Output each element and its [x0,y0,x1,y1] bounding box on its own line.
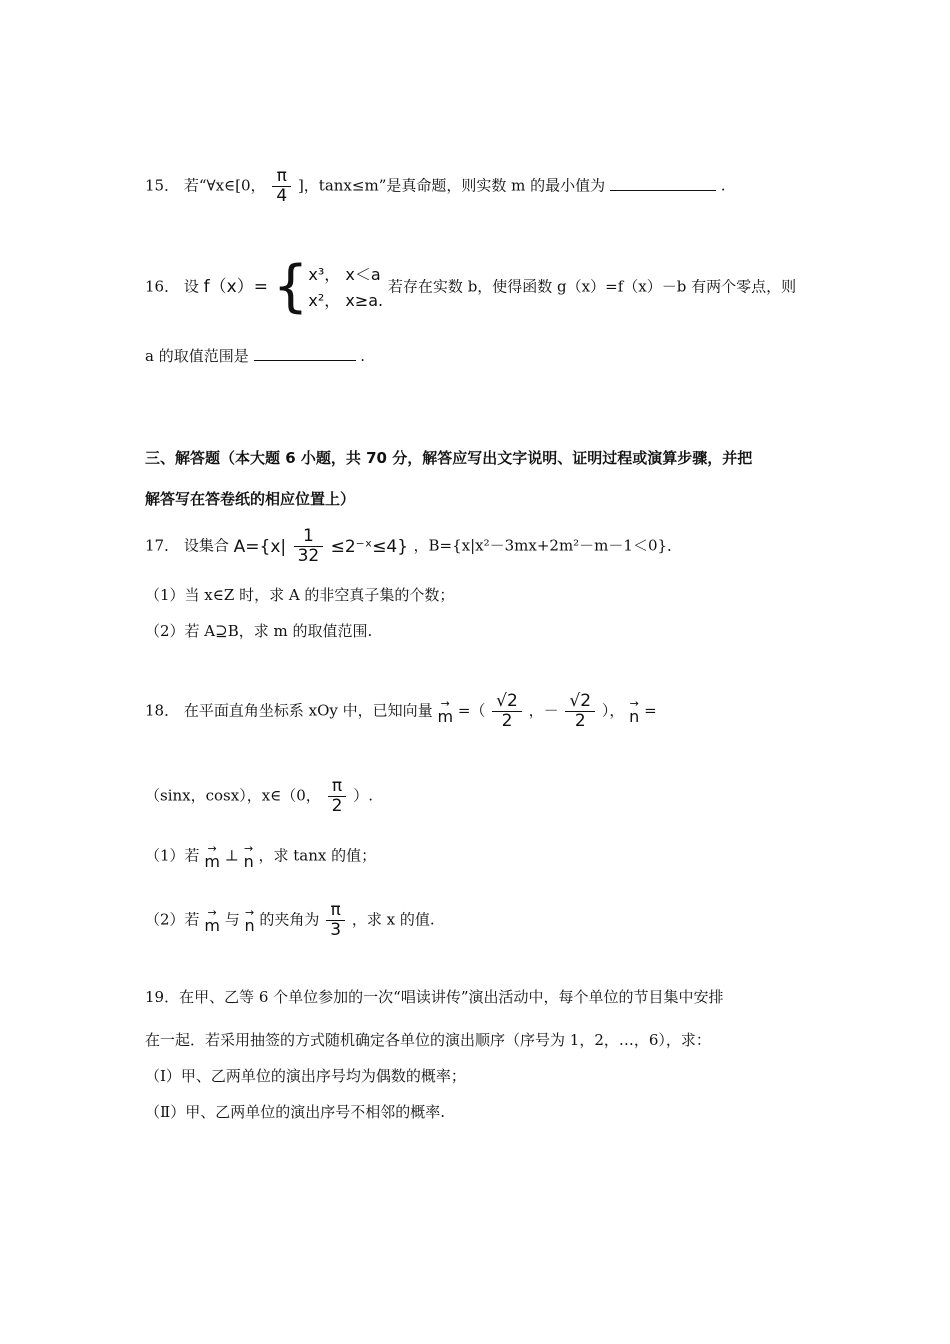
q18-frac-pi-2: $\frac{\pi}{2}$ [328,778,347,815]
q18-frac-2: $\frac{√2}{2}$ [565,693,595,730]
q16-case-2: x²， x≥a. [308,290,384,310]
q17-number: 17． [145,536,180,555]
q17-set-a-pre: A={x| [233,536,287,557]
q18-p1-vector-m: → m [204,842,220,871]
q18-line2-post: ）. [353,786,373,805]
q18-eq-open: =（ [457,701,486,720]
q18-angle: 的夹角为 [259,910,320,929]
q18-frac-pi-3: $\frac{\pi}{3}$ [326,902,345,939]
q15-fraction [272,168,291,205]
question-17 [145,528,682,565]
q16-fx: f（x）= [203,277,268,298]
q17-fraction [294,528,324,565]
q18-comma-neg: ，－ [528,701,559,720]
question-15 [145,168,725,205]
q17-part-2: （2）若 A⊇B，求 m 的取值范围. [145,622,373,640]
q16-text-post: 若存在实数 b，使得函数 g（x）=f（x）－b 有两个零点，则 [387,277,797,296]
q16-number: 16． [145,277,180,296]
q17-set-a-post: ≤2⁻ˣ≤4} [330,536,409,557]
question-18-line-2 [145,778,373,815]
question-18 [145,693,657,730]
q18-vector-m: → m [437,697,454,726]
q18-perp: ⊥ [224,846,239,865]
q18-line2-pre: （sinx，cosx），x∈（0， [145,786,321,805]
q16-piecewise [272,254,384,320]
q18-vector-n: → n [629,697,640,726]
q18-p2-vector-n: → n [244,906,255,935]
q18-p2-vector-m: → m [204,906,220,935]
q17-frac-num: 1 [302,526,314,546]
q16-brace: { [272,254,309,320]
q15-text-pre: 若“∀x∈[0， [183,176,266,195]
q19-line-1: 19．在甲、乙等 6 个单位参加的一次“唱读讲传”演出活动中，每个单位的节目集中安排 [145,988,724,1006]
q18-p2-pre: （2）若 [145,910,200,929]
q15-answer-blank[interactable] [610,176,716,191]
q18-eq: = [644,701,657,720]
q16-answer-blank[interactable] [254,346,356,361]
q17-part-1: （1）当 x∈Z 时，求 A 的非空真子集的个数； [145,586,455,604]
q18-p1-pre: （1）若 [145,846,200,865]
q17-frac-den: 32 [297,546,320,566]
q15-frac-num: π [276,166,287,186]
q17-set-b: ，B={x|x²－3mx+2m²－m－1＜0}． [413,536,683,555]
question-16 [145,254,797,320]
q18-frac-1: $\frac{√2}{2}$ [492,693,522,730]
q15-text-post: ]，tanx≤m”是真命题，则实数 m 的最小值为 [297,176,606,195]
q19-line-2: 在一起．若采用抽签的方式随机确定各单位的演出顺序（序号为 1，2，…，6），求： [145,1031,711,1049]
q18-text-pre: 在平面直角坐标系 xOy 中，已知向量 [183,701,433,720]
q16-text-pre: 设 [183,277,199,296]
q18-close-comma: ）， [601,701,625,720]
q15-frac-den: 4 [276,186,288,206]
q17-set-a [233,526,414,566]
q18-p1-vector-n: → n [243,842,254,871]
q17-text-pre: 设集合 [183,536,229,555]
q19-part-2: （Ⅱ）甲、乙两单位的演出序号不相邻的概率. [145,1103,445,1121]
q15-end: . [720,176,726,195]
q16-end: . [360,347,366,365]
q16-line2: a 的取值范围是 [145,347,249,365]
q18-with: 与 [224,910,240,929]
q18-p2-post: ，求 x 的值. [351,910,435,929]
question-16-line-2 [145,346,365,364]
q19-part-1: （Ⅰ）甲、乙两单位的演出序号均为偶数的概率； [145,1067,466,1085]
q18-part-2 [145,902,435,939]
q18-part-1 [145,843,376,870]
section-3-heading-line-1: 三、解答题（本大题 6 小题，共 70 分，解答应写出文字说明、证明过程或演算步骤，并把 [145,449,753,467]
q15-number: 15． [145,176,180,195]
q18-number: 18． [145,701,180,720]
q16-case-1: x³， x＜a [308,265,381,284]
section-3-heading-line-2: 解答写在答卷纸的相应位置上） [145,490,356,508]
q18-p1-post: ，求 tanx 的值； [258,846,377,865]
